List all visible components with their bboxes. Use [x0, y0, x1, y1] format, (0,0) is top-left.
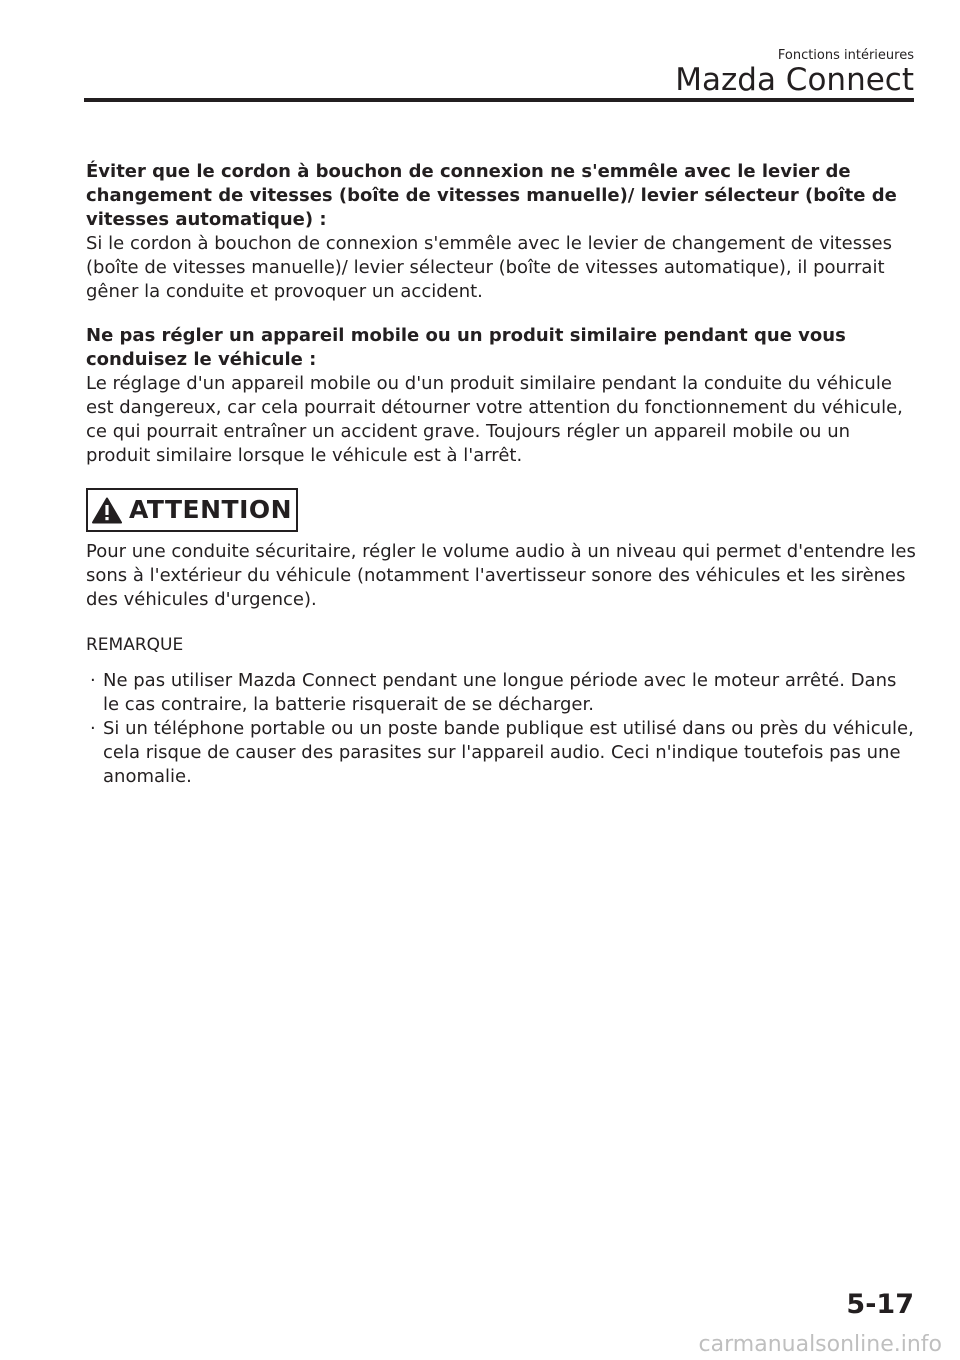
bullet-mark: ·: [90, 718, 96, 739]
watermark: carmanualsonline.info: [698, 1332, 942, 1357]
warning-triangle-icon: [92, 497, 122, 524]
list-item-text: Ne pas utiliser Mazda Connect pendant une longue période avec le moteur arrêté. Dans le cas contraire, la batterie risquerait de se décharger.: [103, 670, 897, 715]
attention-label: ATTENTION: [128, 495, 293, 524]
header-divider: [84, 98, 914, 102]
section-label: Fonctions intérieures: [777, 48, 914, 63]
attention-box: [86, 488, 298, 532]
paragraph-block-mobile-device: [86, 324, 916, 468]
paragraph-heading: Ne pas régler un appareil mobile ou un produit similaire pendant que vous conduisez le véhicule :: [86, 325, 846, 370]
page-header: [84, 44, 914, 102]
list-item: [86, 669, 916, 717]
paragraph-body: Si le cordon à bouchon de connexion s'emmêle avec le levier de changement de vitesses (boîte de vitesses manuelle)/ levier sélecteur (boîte de vitesses automatique), il pourrait gêner la conduite et provoquer un accident.: [86, 233, 892, 302]
paragraph-block-cord: [86, 160, 916, 304]
paragraph-heading: Éviter que le cordon à bouchon de connexion ne s'emmêle avec le levier de changement de vitesses (boîte de vitesses manuelle)/ levier sélecteur (boîte de vitesses automatique) :: [86, 161, 897, 230]
page-content: [86, 160, 916, 789]
note-list: [86, 669, 916, 789]
paragraph-body: Le réglage d'un appareil mobile ou d'un produit similaire pendant la conduite du véhicule est dangereux, car cela pourrait détourner votre attention du fonctionnement du véhicule, ce qui pourrait entraîner un accident grave. Toujours régler un appareil mobile ou un produit similaire lorsque le véhicule est à l'arrêt.: [86, 373, 903, 466]
list-item-text: Si un téléphone portable ou un poste bande publique est utilisé dans ou près du véhicule, cela risque de causer des parasites sur l'appareil audio. Ceci n'indique toutefois pas une anomalie.: [103, 718, 914, 787]
attention-text: Pour une conduite sécuritaire, régler le volume audio à un niveau qui permet d'entendre les sons à l'extérieur du véhicule (notamment l'avertisseur sonore des véhicules et les sirènes des véhicules d'urgence).: [86, 541, 916, 610]
bullet-mark: ·: [90, 670, 96, 691]
list-item: [86, 717, 916, 789]
chapter-title: Mazda Connect: [675, 62, 914, 98]
page-number: 5-17: [846, 1289, 914, 1320]
note-title: REMARQUE: [86, 635, 184, 655]
